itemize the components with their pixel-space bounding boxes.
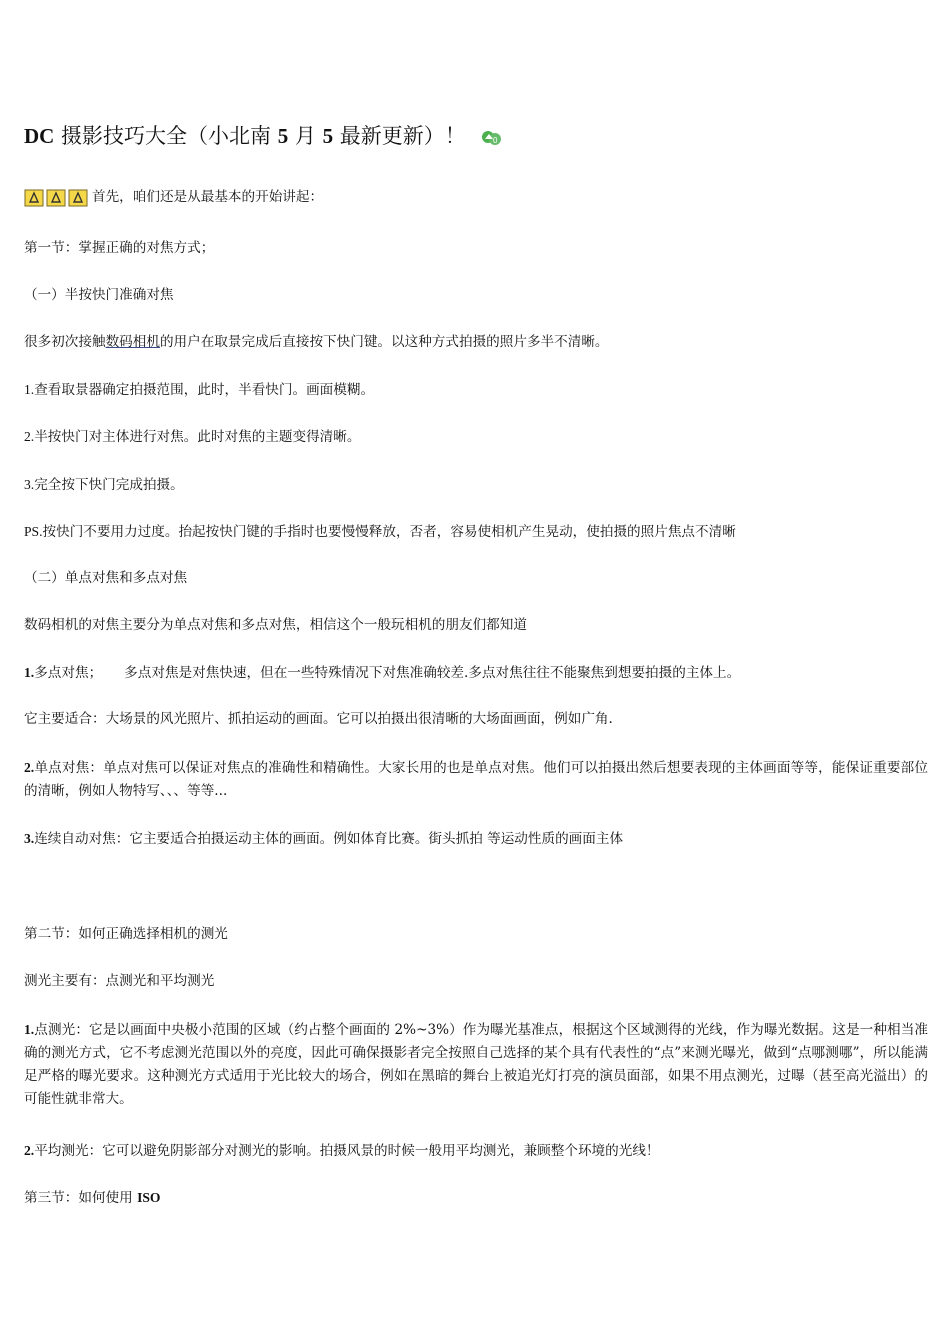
ps-note: PS.按快门不要用力过度。抬起按快门键的手指时也要慢慢释放，否者，容易使相机产生晃动，使拍摄的照片焦点不清晰 [24,524,736,540]
section1-heading: 第一节：掌握正确的对焦方式； [24,240,215,256]
average-metering: 2.平均测光：它可以避免阴影部分对测光的影响。拍摄风景的时候一般用平均测光，兼顾整个环境的光线！ [24,1143,660,1159]
title-prefix: DC [24,124,55,148]
spot-metering: 1.点测光：它是以画面中央极小范围的区域（约占整个画面的 2%~3%）作为曝光基准点，根据这个区域测得的光线，作为曝光数据。这是一种相当准确的测光方式，它不考虑测光范围以外的亮度，因此可确保摄影者完全按照自己选择的某个具有代表性的“点”来测光曝光，做到“点哪测哪”，所以能满足严格的曝光要求。这种测光方式适用于光比较大的场合，例如在黑暗的舞台上被追光灯打亮的演员面部，如果不用点测光，过曝（甚至高光溢出）的可能性就非常大。 [24,1022,928,1107]
title-text-3: 最新更新）！ [333,124,466,148]
section2-intro: 测光主要有：点测光和平均测光 [24,973,215,989]
section2-heading: 第二节：如何正确选择相机的测光 [24,926,228,942]
title-text-1: 摄影技巧大全（小北南 [54,124,278,148]
step-2: 2.半按快门对主体进行对焦。此时对焦的主题变得清晰。 [24,429,361,445]
intro-text: 首先，咱们还是从最基本的开始讲起： [92,189,324,205]
continuous-focus: 3.连续自动对焦：它主要适合拍摄运动主体的画面。例如体育比赛。街头抓拍 等运动性质的画面主体 [24,831,624,847]
document-title [24,121,502,151]
title-month: 5 [277,124,289,148]
intro-line [24,186,323,209]
section1-paragraph-1: 很多初次接触数码相机的用户在取景完成后直接按下快门键。以这种方式拍摄的照片多半不清晰。 [24,334,609,350]
intro-icon-group [24,186,90,209]
multi-point-fit: 它主要适合：大场景的风光照片、抓拍运动的画面。它可以拍摄出很清晰的大场面画面，例如广角. [24,711,613,727]
single-point-focus: 2.单点对焦：单点对焦可以保证对焦点的准确性和精确性。大家长用的也是单点对焦。他们可以拍摄出然后想要表现的主体画面等等，能保证重要部位的清晰，例如人物特写、、、等等... [24,760,928,799]
yellow-tag-icon [24,189,44,207]
section1-sub1: （一）半按快门准确对焦 [24,287,174,303]
yellow-tag-icon [68,189,88,207]
section1-sub2: （二）单点对焦和多点对焦 [24,570,188,586]
multi-point-focus: 1.多点对焦； 多点对焦是对焦快速，但在一些特殊情况下对焦准确较差.多点对焦往往不能聚焦到想要拍摄的主体上。 [24,665,741,681]
title-text-2: 月 [288,124,323,148]
step-1: 1.查看取景器确定拍摄范围，此时，半看快门。画面模糊。 [24,382,375,398]
svg-text:0: 0 [492,135,498,145]
section3-heading: 第三节：如何使用 ISO [24,1190,161,1206]
step-3: 3.完全按下快门完成拍摄。 [24,477,184,493]
yellow-tag-icon [46,189,66,207]
title-day: 5 [322,124,334,148]
green-arrow-icon [480,127,502,149]
digital-camera-link[interactable]: 数码相机 [105,334,160,350]
section1-paragraph-2: 数码相机的对焦主要分为单点对焦和多点对焦，相信这个一般玩相机的朋友们都知道 [24,617,527,633]
